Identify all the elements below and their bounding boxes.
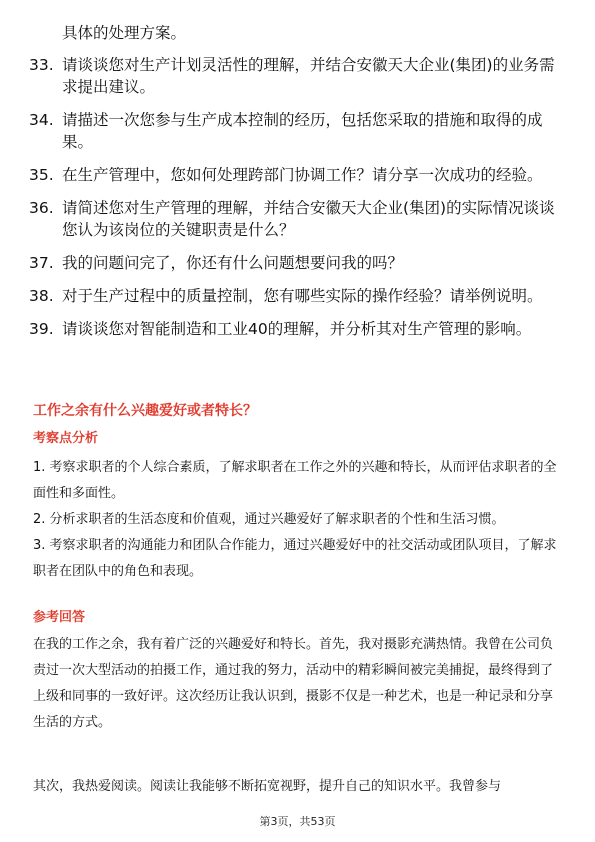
question-number: 35.	[29, 166, 54, 184]
analysis-heading: 考察点分析	[33, 431, 99, 446]
question-item	[29, 252, 559, 274]
question-number: 36.	[29, 199, 54, 217]
question-number: 38.	[29, 287, 54, 305]
answer-paragraph: 其次，我热爱阅读。阅读让我能够不断拓宽视野，提升自己的知识水平。我曾参与	[33, 779, 502, 794]
question-text: 请描述一次您参与生产成本控制的经历，包括您采取的措施和取得的成果。	[62, 111, 543, 151]
question-item	[29, 197, 559, 241]
analysis-item: 3. 考察求职者的沟通能力和团队合作能力，通过兴趣爱好中的社交活动或团队项目，了解求职者在团队中的角色和表现。	[33, 538, 557, 579]
question-item	[29, 164, 559, 186]
question-text: 请谈谈您对生产计划灵活性的理解，并结合安徽天大企业(集团)的业务需求提出建议。	[62, 56, 555, 96]
answer-heading: 参考回答	[33, 610, 86, 625]
question-text: 在生产管理中，您如何处理跨部门协调工作？请分享一次成功的经验。	[62, 166, 543, 184]
question-number: 33.	[29, 56, 54, 74]
question-text: 我的问题问完了，你还有什么问题想要问我的吗？	[62, 254, 404, 272]
answer-paragraph: 在我的工作之余，我有着广泛的兴趣爱好和特长。首先，我对摄影充满热情。我曾在公司负责过一次大型活动的拍摄工作，通过我的努力，活动中的精彩瞬间被完美捕捉，最终得到了上级和同事的一致好评。这次经历让我认识到，摄影不仅是一种艺术，也是一种记录和分享生活的方式。	[33, 637, 554, 730]
question-number: 37.	[29, 254, 54, 272]
section-heading: 工作之余有什么兴趣爱好或者特长？	[33, 403, 257, 419]
question-text: 对于生产过程中的质量控制，您有哪些实际的操作经验？请举例说明。	[62, 287, 543, 305]
analysis-list	[33, 455, 563, 585]
question-text: 请谈谈您对智能制造和工业40的理解，并分析其对生产管理的影响。	[62, 320, 532, 338]
question-item	[29, 109, 559, 153]
question-text: 请简述您对生产管理的理解，并结合安徽天大企业(集团)的实际情况谈谈您认为该岗位的关键职责是什么？	[62, 199, 555, 239]
question-item	[29, 285, 559, 307]
question-item	[29, 54, 559, 98]
analysis-item: 1. 考察求职者的个人综合素质，了解求职者在工作之外的兴趣和特长，从而评估求职者的全面性和多面性。	[33, 460, 557, 501]
question-list	[29, 54, 559, 351]
analysis-item: 2. 分析求职者的生活态度和价值观，通过兴趣爱好了解求职者的个性和生活习惯。	[33, 512, 505, 527]
continued-text: 具体的处理方案。	[62, 24, 187, 42]
question-number: 39.	[29, 320, 54, 338]
page-footer: 第3页，共53页	[259, 815, 336, 828]
question-item	[29, 318, 559, 340]
question-number: 34.	[29, 111, 54, 129]
